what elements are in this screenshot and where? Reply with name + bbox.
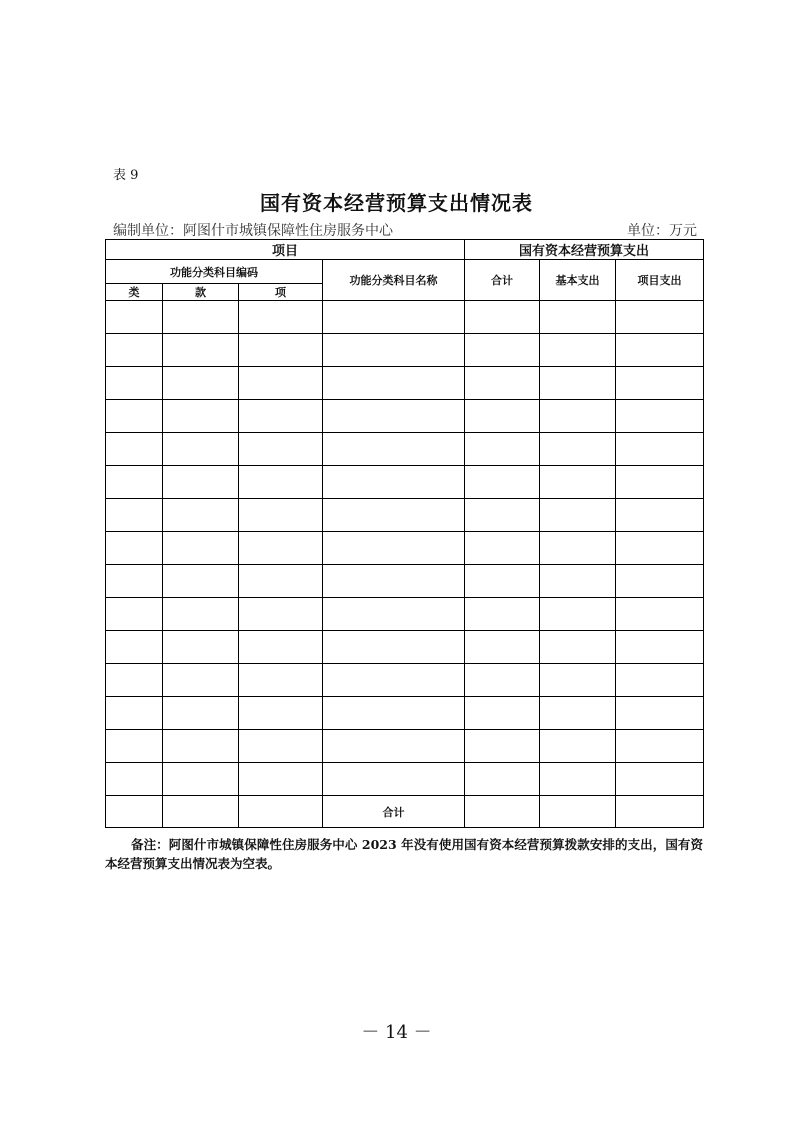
table-cell [239, 664, 323, 697]
table-cell [239, 433, 323, 466]
table-cell [323, 631, 465, 664]
table-cell [540, 730, 616, 763]
currency-unit-label: 单位：万元 [627, 223, 697, 239]
table-cell [616, 433, 704, 466]
table-cell [239, 532, 323, 565]
table-row [106, 763, 704, 796]
table-cell [465, 400, 540, 433]
header-project: 项目 [106, 240, 465, 260]
table-cell [163, 400, 239, 433]
table-row [106, 598, 704, 631]
table-cell [106, 664, 163, 697]
table-cell [540, 763, 616, 796]
table-cell [239, 400, 323, 433]
table-cell [239, 730, 323, 763]
header-basic-expenditure: 基本支出 [540, 260, 616, 301]
table-cell [616, 499, 704, 532]
table-cell [239, 334, 323, 367]
table-cell [540, 400, 616, 433]
table-cell [540, 796, 616, 828]
table-cell [239, 301, 323, 334]
budget-expenditure-table [105, 239, 704, 828]
table-cell [239, 697, 323, 730]
table-cell [616, 400, 704, 433]
table-cell [323, 697, 465, 730]
table-cell [106, 796, 163, 828]
table-cell [616, 565, 704, 598]
table-cell [465, 631, 540, 664]
table-cell [540, 334, 616, 367]
table-cell [239, 367, 323, 400]
table-cell [163, 466, 239, 499]
table-row [106, 466, 704, 499]
table-cell [106, 763, 163, 796]
table-cell [465, 532, 540, 565]
table-cell [323, 334, 465, 367]
table-cell [163, 433, 239, 466]
table-cell [465, 499, 540, 532]
table-cell [163, 796, 239, 828]
table-cell [616, 631, 704, 664]
table-cell [163, 532, 239, 565]
table-cell [239, 598, 323, 631]
table-cell [540, 598, 616, 631]
table-cell [465, 367, 540, 400]
table-cell [106, 400, 163, 433]
table-cell [616, 598, 704, 631]
table-cell [465, 664, 540, 697]
table-cell [540, 532, 616, 565]
table-cell [323, 301, 465, 334]
table-cell [106, 466, 163, 499]
table-cell [465, 565, 540, 598]
table-row [106, 334, 704, 367]
table-cell [540, 664, 616, 697]
table-cell [106, 730, 163, 763]
table-cell [106, 367, 163, 400]
table-cell [616, 367, 704, 400]
header-budget-expenditure: 国有资本经营预算支出 [465, 240, 704, 260]
table-cell [540, 367, 616, 400]
table-cell [540, 565, 616, 598]
table-row [106, 664, 704, 697]
table-cell [323, 466, 465, 499]
table-row [106, 631, 704, 664]
compiler-unit-label: 编制单位：阿图什市城镇保障性住房服务中心 [113, 223, 393, 239]
remarks-note: 备注：阿图什市城镇保障性住房服务中心 2023 年没有使用国有资本经营预算拨款安排的支出，国有资本经营预算支出情况表为空表。 [105, 837, 703, 871]
table-row [106, 433, 704, 466]
table-cell [323, 532, 465, 565]
table-cell [163, 499, 239, 532]
document-title: 国有资本经营预算支出情况表 [260, 191, 533, 215]
table-cell [163, 631, 239, 664]
table-cell [465, 598, 540, 631]
table-cell [239, 565, 323, 598]
table-row [106, 301, 704, 334]
table-row [106, 565, 704, 598]
table-cell [616, 697, 704, 730]
table-cell [106, 532, 163, 565]
table-cell [239, 631, 323, 664]
table-cell [163, 697, 239, 730]
table-cell [239, 796, 323, 828]
table-cell [106, 433, 163, 466]
table-cell [465, 301, 540, 334]
table-cell [239, 466, 323, 499]
table-row [106, 499, 704, 532]
table-cell [239, 763, 323, 796]
table-cell [323, 664, 465, 697]
table-cell [540, 697, 616, 730]
table-row [106, 532, 704, 565]
table-cell [616, 763, 704, 796]
table-cell [106, 334, 163, 367]
table-row [106, 730, 704, 763]
header-function-name: 功能分类科目名称 [323, 260, 465, 301]
table-cell [106, 631, 163, 664]
table-cell [323, 400, 465, 433]
table-row [106, 400, 704, 433]
table-cell [106, 565, 163, 598]
table-cell [616, 664, 704, 697]
table-cell [616, 301, 704, 334]
total-row [106, 796, 704, 828]
page-number: － 14 － [361, 1022, 432, 1043]
table-cell [465, 730, 540, 763]
table-cell [616, 334, 704, 367]
header-project-expenditure: 项目支出 [616, 260, 704, 301]
table-cell [465, 466, 540, 499]
table-cell [540, 466, 616, 499]
table-cell [323, 598, 465, 631]
table-cell [323, 565, 465, 598]
header-function-code: 功能分类科目编码 [106, 260, 323, 284]
table-cell [239, 499, 323, 532]
table-cell [323, 730, 465, 763]
table-cell [465, 796, 540, 828]
table-cell [465, 433, 540, 466]
table-cell [323, 367, 465, 400]
table-cell [323, 433, 465, 466]
table-cell [465, 697, 540, 730]
table-cell [163, 763, 239, 796]
header-section: 款 [163, 284, 239, 301]
table-cell [616, 466, 704, 499]
table-cell [540, 433, 616, 466]
table-cell [106, 697, 163, 730]
table-cell [616, 730, 704, 763]
header-total: 合计 [465, 260, 540, 301]
table-cell [163, 730, 239, 763]
table-cell [163, 301, 239, 334]
table-row [106, 697, 704, 730]
table-cell [106, 598, 163, 631]
table-cell [465, 334, 540, 367]
table-cell [540, 301, 616, 334]
table-number-label: 表 9 [113, 168, 139, 183]
table-cell [540, 499, 616, 532]
total-row-label: 合计 [323, 796, 465, 828]
header-entry: 项 [239, 284, 323, 301]
table-cell [163, 565, 239, 598]
table-row [106, 367, 704, 400]
table-cell [163, 334, 239, 367]
table-cell [163, 598, 239, 631]
table-cell [540, 631, 616, 664]
header-class: 类 [106, 284, 163, 301]
table-cell [616, 532, 704, 565]
table-cell [106, 301, 163, 334]
table-cell [323, 763, 465, 796]
table-cell [323, 499, 465, 532]
table-cell [106, 499, 163, 532]
table-cell [163, 367, 239, 400]
table-cell [465, 763, 540, 796]
table-cell [163, 664, 239, 697]
table-cell [616, 796, 704, 828]
